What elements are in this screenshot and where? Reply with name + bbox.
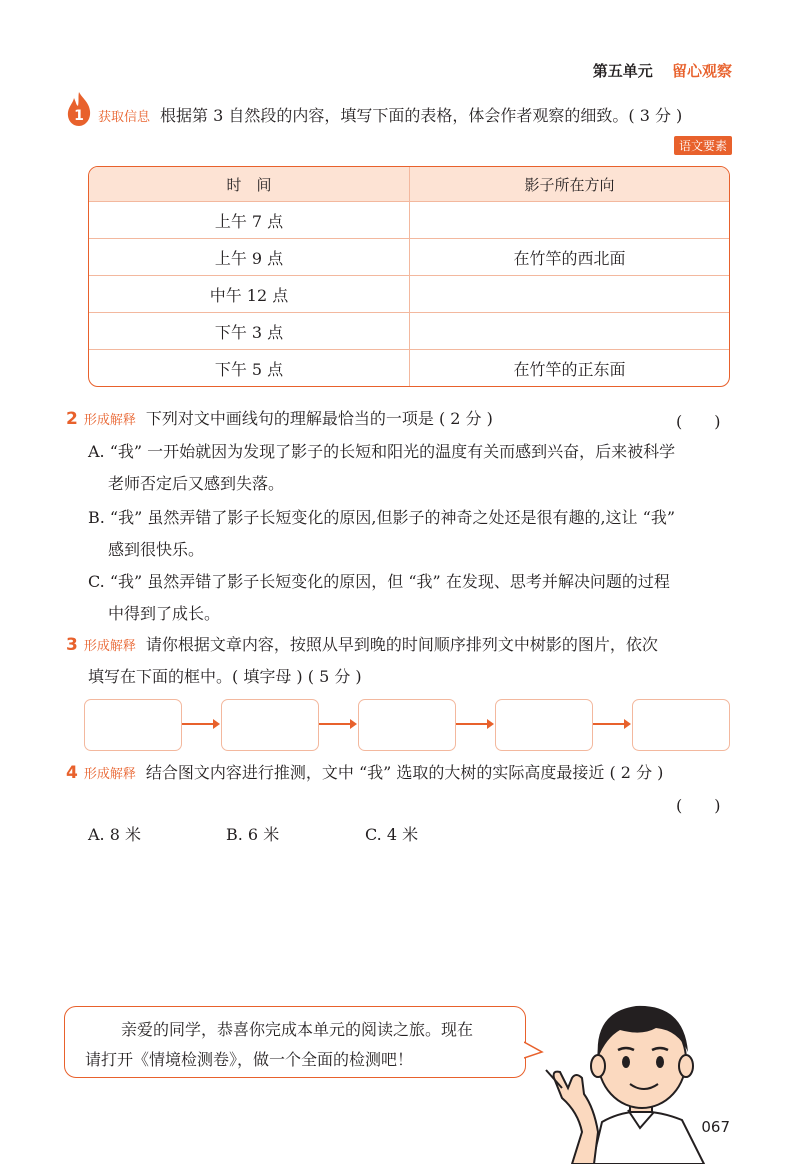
q4-option-c[interactable]: C. 4 米: [365, 825, 419, 844]
option-line: C. “我” 虽然弄错了影子长短变化的原因，但 “我” 在发现、思考并解决问题的过程: [88, 572, 670, 591]
q2-option-c[interactable]: [88, 566, 734, 630]
table-header-row: [89, 167, 729, 202]
arrow-right-icon: [319, 723, 355, 725]
unit-label: 第五单元: [592, 62, 653, 80]
direction-answer-cell[interactable]: [410, 276, 729, 313]
q2-number: 2: [66, 409, 78, 429]
observation-table: [88, 166, 730, 387]
option-line: 感到很快乐。: [108, 540, 205, 559]
answer-box-1[interactable]: [84, 699, 182, 751]
q3-number: 3: [66, 635, 78, 655]
q4-option-a[interactable]: A. 8 米: [88, 825, 141, 844]
column-header-direction: 影子所在方向: [410, 167, 729, 202]
time-cell: 上午 9 点: [89, 239, 410, 276]
answer-box-2[interactable]: [221, 699, 319, 751]
option-line: 中得到了成长。: [108, 604, 221, 623]
q1-tag: 获取信息: [98, 110, 151, 125]
direction-cell: 在竹竿的西北面: [410, 239, 729, 276]
q3-prompt-cont: 填写在下面的框中。( 填字母 ) ( 5 分 ): [88, 667, 362, 686]
q3-text: 请你根据文章内容，按照从早到晚的时间顺序排列文中树影的图片，依次: [145, 635, 658, 654]
direction-cell: 在竹竿的正东面: [513, 359, 626, 379]
arrow-right-icon: [593, 723, 629, 725]
bubble-line-2: 请打开《情境检测卷》，做一个全面的检测吧！: [85, 1050, 414, 1069]
q2-tag: 形成解释: [83, 413, 136, 428]
table-row: [89, 202, 729, 239]
cartoon-boy-illustration: [532, 982, 742, 1164]
arrow-right-icon: [456, 723, 492, 725]
option-line: B. “我” 虽然弄错了影子长短变化的原因,但影子的神奇之处还是很有趣的,这让 “我”: [88, 508, 675, 527]
direction-answer-cell[interactable]: [410, 202, 729, 239]
arrow-right-icon: [182, 723, 218, 725]
bubble-line-1: 亲爱的同学，恭喜你完成本单元的阅读之旅。现在: [121, 1020, 474, 1039]
q3-tag: 形成解释: [83, 639, 136, 654]
answer-box-5[interactable]: [632, 699, 730, 751]
q4-option-b[interactable]: B. 6 米: [226, 825, 280, 844]
option-line: A. “我” 一开始就因为发现了影子的长短和阳光的温度有关而感到兴奋，后来被科学: [88, 442, 676, 461]
table-row: [89, 239, 729, 276]
option-line: 老师否定后又感到失落。: [108, 474, 285, 493]
q4-number: 4: [66, 763, 78, 783]
q1-prompt: [98, 104, 682, 130]
q4-tag: 形成解释: [83, 767, 136, 782]
q4-prompt: [66, 761, 663, 787]
flame-icon: [64, 91, 94, 127]
table-row: [89, 350, 729, 386]
q4-answer-paren[interactable]: ( ): [676, 796, 721, 815]
answer-box-4[interactable]: [495, 699, 593, 751]
time-cell: 上午 7 点: [89, 202, 410, 239]
time-cell: 下午 5 点: [89, 350, 410, 386]
q2-text: 下列对文中画线句的理解最恰当的一项是 ( 2 分 ): [145, 409, 493, 428]
page-number: 067: [701, 1118, 730, 1136]
answer-box-3[interactable]: [358, 699, 456, 751]
q2-option-b[interactable]: [88, 502, 734, 566]
page-header: [593, 60, 732, 81]
q1-text: 根据第 3 自然段的内容，填写下面的表格，体会作者观察的细致。( 3 分 ): [160, 106, 683, 125]
q4-text: 结合图文内容进行推测，文中 “我” 选取的大树的实际高度最接近 ( 2 分 ): [145, 763, 664, 782]
table-row: [89, 313, 729, 350]
direction-answer-cell[interactable]: [410, 313, 729, 350]
q3-prompt: [66, 633, 658, 659]
q2-prompt: [66, 407, 493, 433]
table-row: [89, 276, 729, 313]
language-element-badge: 语文要素: [674, 136, 732, 155]
q2-answer-paren[interactable]: ( ): [676, 412, 721, 431]
time-cell: 中午 12 点: [89, 276, 410, 313]
time-cell: 下午 3 点: [89, 313, 410, 350]
q2-option-a[interactable]: [88, 436, 734, 500]
q1-number: 1: [74, 108, 84, 124]
column-header-time: 时 间: [89, 167, 410, 202]
speech-bubble: [64, 1006, 526, 1078]
unit-theme: 留心观察: [671, 62, 732, 80]
